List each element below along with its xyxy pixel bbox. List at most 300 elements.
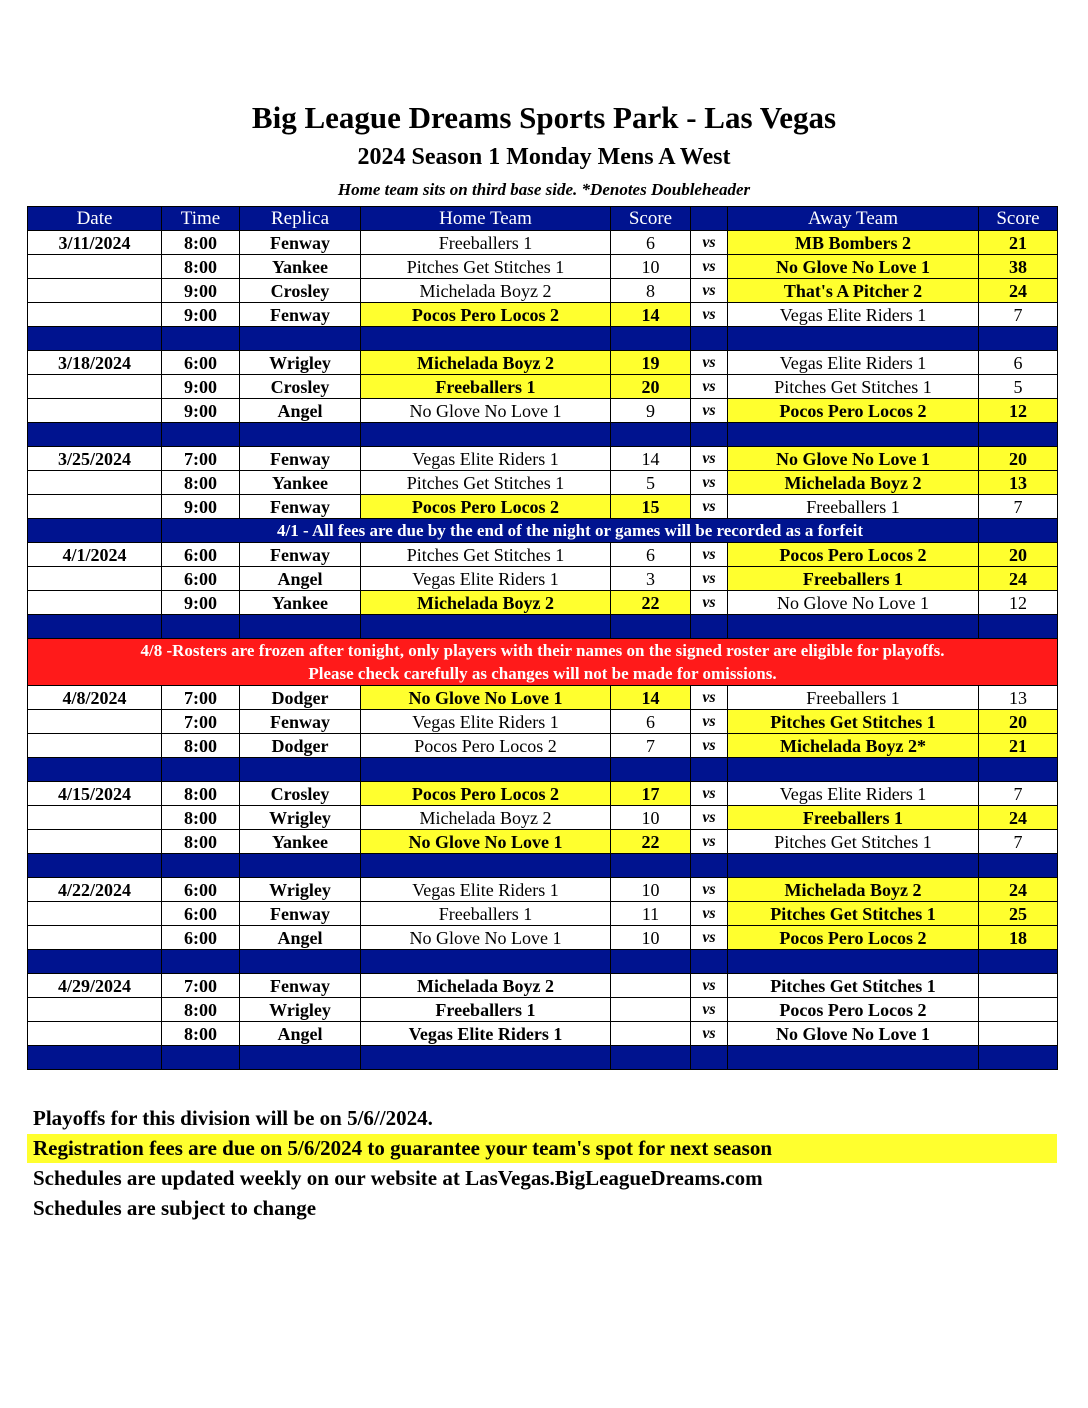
away-team: Vegas Elite Riders 1: [728, 782, 979, 806]
game-date: 4/8/2024: [28, 686, 162, 710]
separator-cell: [28, 519, 162, 543]
separator-cell: [979, 1046, 1058, 1070]
game-row: [28, 255, 1058, 279]
home-team: Vegas Elite Riders 1: [361, 878, 611, 902]
home-score: 15: [611, 495, 691, 519]
away-score: 7: [979, 830, 1058, 854]
vs-label: vs: [691, 495, 728, 519]
game-date: [28, 830, 162, 854]
away-score: 6: [979, 351, 1058, 375]
home-team: Pocos Pero Locos 2: [361, 782, 611, 806]
game-row: [28, 447, 1058, 471]
home-team: Vegas Elite Riders 1: [361, 447, 611, 471]
away-team: Pocos Pero Locos 2: [728, 926, 979, 950]
home-team: Michelada Boyz 2: [361, 591, 611, 615]
separator-cell: [611, 327, 691, 351]
week-separator: [28, 423, 1058, 447]
away-team: No Glove No Love 1: [728, 1022, 979, 1046]
game-date: [28, 998, 162, 1022]
home-team: No Glove No Love 1: [361, 830, 611, 854]
separator-cell: [28, 1046, 162, 1070]
home-score: 7: [611, 734, 691, 758]
table-header: [28, 207, 1058, 231]
away-team: Pitches Get Stitches 1: [728, 375, 979, 399]
home-team: Michelada Boyz 2: [361, 806, 611, 830]
separator-cell: [240, 1046, 361, 1070]
away-score: 7: [979, 782, 1058, 806]
home-team: Freeballers 1: [361, 902, 611, 926]
separator-cell: [28, 758, 162, 782]
vs-label: vs: [691, 351, 728, 375]
home-score: 17: [611, 782, 691, 806]
game-row: [28, 279, 1058, 303]
separator-cell: [979, 615, 1058, 639]
game-time: 9:00: [162, 375, 240, 399]
away-team: Michelada Boyz 2: [728, 471, 979, 495]
vs-label: vs: [691, 1022, 728, 1046]
away-team: Freeballers 1: [728, 495, 979, 519]
game-row: [28, 399, 1058, 423]
separator-cell: [691, 854, 728, 878]
header-time: Time: [162, 207, 240, 231]
game-replica: Yankee: [240, 471, 361, 495]
away-score: 21: [979, 734, 1058, 758]
game-row: [28, 231, 1058, 255]
separator-cell: [979, 519, 1058, 543]
separator-cell: [728, 854, 979, 878]
vs-label: vs: [691, 734, 728, 758]
away-score: 12: [979, 399, 1058, 423]
vs-label: vs: [691, 375, 728, 399]
separator-cell: [361, 615, 611, 639]
away-score: [979, 1022, 1058, 1046]
game-time: 7:00: [162, 447, 240, 471]
game-time: 6:00: [162, 543, 240, 567]
week-separator: [28, 615, 1058, 639]
separator-cell: [28, 854, 162, 878]
away-score: 24: [979, 806, 1058, 830]
home-score: [611, 998, 691, 1022]
home-score: 10: [611, 806, 691, 830]
away-team: Pitches Get Stitches 1: [728, 974, 979, 998]
header-home-team: Home Team: [361, 207, 611, 231]
vs-label: vs: [691, 231, 728, 255]
separator-cell: [240, 615, 361, 639]
separator-cell: [361, 1046, 611, 1070]
separator-cell: [611, 950, 691, 974]
separator-cell: [728, 758, 979, 782]
separator-cell: [240, 758, 361, 782]
home-team: Pitches Get Stitches 1: [361, 543, 611, 567]
game-replica: Angel: [240, 399, 361, 423]
week-separator: [28, 854, 1058, 878]
home-score: 14: [611, 303, 691, 327]
home-score: 6: [611, 710, 691, 734]
away-team: Pocos Pero Locos 2: [728, 399, 979, 423]
game-row: [28, 375, 1058, 399]
home-score: 3: [611, 567, 691, 591]
game-date: [28, 567, 162, 591]
game-row: [28, 686, 1058, 710]
home-score: 11: [611, 902, 691, 926]
playoffs-note: Playoffs for this division will be on 5/6//2024.: [33, 1106, 433, 1130]
schedule-table: [27, 206, 1058, 1070]
game-date: [28, 1022, 162, 1046]
separator-cell: [162, 615, 240, 639]
game-replica: Yankee: [240, 255, 361, 279]
game-time: 7:00: [162, 710, 240, 734]
separator-cell: [361, 950, 611, 974]
game-time: 6:00: [162, 878, 240, 902]
away-team: Freeballers 1: [728, 686, 979, 710]
away-team: No Glove No Love 1: [728, 591, 979, 615]
game-date: [28, 471, 162, 495]
away-score: 38: [979, 255, 1058, 279]
separator-cell: [691, 327, 728, 351]
away-team: That's A Pitcher 2: [728, 279, 979, 303]
game-date: [28, 495, 162, 519]
away-score: 21: [979, 231, 1058, 255]
home-team: Pocos Pero Locos 2: [361, 734, 611, 758]
home-score: 22: [611, 591, 691, 615]
week-separator: [28, 950, 1058, 974]
vs-label: vs: [691, 471, 728, 495]
game-date: [28, 399, 162, 423]
game-date: 4/1/2024: [28, 543, 162, 567]
game-date: [28, 710, 162, 734]
game-replica: Fenway: [240, 902, 361, 926]
roster-notice-row: [28, 639, 1058, 686]
home-team: Pocos Pero Locos 2: [361, 495, 611, 519]
game-date: 3/18/2024: [28, 351, 162, 375]
separator-cell: [611, 1046, 691, 1070]
website-note: Schedules are updated weekly on our website at LasVegas.BigLeagueDreams.com: [33, 1166, 763, 1190]
home-score: 10: [611, 926, 691, 950]
vs-label: vs: [691, 567, 728, 591]
roster-notice: [28, 639, 1058, 686]
home-score: 22: [611, 830, 691, 854]
separator-cell: [728, 423, 979, 447]
game-date: [28, 806, 162, 830]
vs-label: vs: [691, 998, 728, 1022]
home-team: Freeballers 1: [361, 231, 611, 255]
page-title: Big League Dreams Sports Park - Las Vegas: [251, 100, 837, 135]
vs-label: vs: [691, 830, 728, 854]
game-time: 8:00: [162, 806, 240, 830]
separator-cell: [240, 854, 361, 878]
separator-cell: [691, 1046, 728, 1070]
away-score: 20: [979, 710, 1058, 734]
home-team: Pocos Pero Locos 2: [361, 303, 611, 327]
separator-cell: [28, 950, 162, 974]
home-team: No Glove No Love 1: [361, 399, 611, 423]
separator-cell: [28, 615, 162, 639]
home-score: 14: [611, 447, 691, 471]
roster-notice-line: 4/8 -Rosters are frozen after tonight, only players with their names on the signed roster are eligible for playoffs.: [140, 641, 945, 660]
week-separator: [28, 327, 1058, 351]
game-replica: Wrigley: [240, 878, 361, 902]
separator-cell: [240, 950, 361, 974]
separator-cell: [240, 327, 361, 351]
separator-cell: [361, 854, 611, 878]
game-row: [28, 782, 1058, 806]
vs-label: vs: [691, 686, 728, 710]
game-date: 3/25/2024: [28, 447, 162, 471]
home-team: Pitches Get Stitches 1: [361, 471, 611, 495]
game-time: 6:00: [162, 351, 240, 375]
home-score: 20: [611, 375, 691, 399]
game-date: [28, 255, 162, 279]
game-replica: Yankee: [240, 830, 361, 854]
game-time: 6:00: [162, 926, 240, 950]
separator-cell: [361, 758, 611, 782]
game-date: 4/15/2024: [28, 782, 162, 806]
away-team: Pitches Get Stitches 1: [728, 902, 979, 926]
header-home-score: Score: [611, 207, 691, 231]
vs-label: vs: [691, 782, 728, 806]
vs-label: vs: [691, 255, 728, 279]
vs-label: vs: [691, 591, 728, 615]
home-team: No Glove No Love 1: [361, 926, 611, 950]
away-team: No Glove No Love 1: [728, 447, 979, 471]
game-replica: Angel: [240, 926, 361, 950]
game-replica: Wrigley: [240, 351, 361, 375]
game-replica: Fenway: [240, 974, 361, 998]
game-row: [28, 998, 1058, 1022]
separator-cell: [979, 423, 1058, 447]
separator-cell: [162, 854, 240, 878]
header-replica: Replica: [240, 207, 361, 231]
game-row: [28, 830, 1058, 854]
game-replica: Wrigley: [240, 806, 361, 830]
separator-cell: [611, 758, 691, 782]
separator-cell: [691, 423, 728, 447]
vs-label: vs: [691, 279, 728, 303]
away-team: Freeballers 1: [728, 806, 979, 830]
game-replica: Crosley: [240, 375, 361, 399]
away-team: No Glove No Love 1: [728, 255, 979, 279]
separator-cell: [728, 1046, 979, 1070]
header-away-team: Away Team: [728, 207, 979, 231]
header-away-score: Score: [979, 207, 1058, 231]
game-time: 9:00: [162, 495, 240, 519]
away-score: 20: [979, 543, 1058, 567]
away-team: MB Bombers 2: [728, 231, 979, 255]
game-date: [28, 734, 162, 758]
separator-cell: [162, 1046, 240, 1070]
game-row: [28, 974, 1058, 998]
home-team: No Glove No Love 1: [361, 686, 611, 710]
game-date: [28, 926, 162, 950]
fees-notice: 4/1 - All fees are due by the end of the night or games will be recorded as a forfeit: [162, 519, 979, 543]
vs-label: vs: [691, 926, 728, 950]
separator-cell: [728, 327, 979, 351]
game-row: [28, 806, 1058, 830]
home-score: 6: [611, 231, 691, 255]
roster-notice-line: Please check carefully as changes will not be made for omissions.: [308, 664, 777, 683]
home-team: Michelada Boyz 2: [361, 974, 611, 998]
game-replica: Angel: [240, 1022, 361, 1046]
game-row: [28, 878, 1058, 902]
away-score: 5: [979, 375, 1058, 399]
separator-cell: [611, 615, 691, 639]
game-replica: Fenway: [240, 495, 361, 519]
separator-cell: [28, 423, 162, 447]
home-team: Vegas Elite Riders 1: [361, 567, 611, 591]
game-date: [28, 591, 162, 615]
away-score: 13: [979, 686, 1058, 710]
separator-cell: [691, 615, 728, 639]
fees-notice-row: [28, 519, 1058, 543]
game-replica: Fenway: [240, 231, 361, 255]
game-date: 3/11/2024: [28, 231, 162, 255]
away-score: 20: [979, 447, 1058, 471]
separator-cell: [611, 854, 691, 878]
game-time: 8:00: [162, 998, 240, 1022]
game-date: 4/29/2024: [28, 974, 162, 998]
game-replica: Crosley: [240, 782, 361, 806]
home-score: 8: [611, 279, 691, 303]
game-row: [28, 902, 1058, 926]
game-row: [28, 734, 1058, 758]
game-time: 8:00: [162, 782, 240, 806]
vs-label: vs: [691, 543, 728, 567]
vs-label: vs: [691, 447, 728, 471]
separator-cell: [979, 758, 1058, 782]
game-time: 7:00: [162, 974, 240, 998]
game-row: [28, 471, 1058, 495]
separator-cell: [361, 423, 611, 447]
game-replica: Dodger: [240, 686, 361, 710]
away-score: 24: [979, 567, 1058, 591]
away-score: 24: [979, 279, 1058, 303]
vs-label: vs: [691, 878, 728, 902]
away-team: Michelada Boyz 2: [728, 878, 979, 902]
vs-label: vs: [691, 974, 728, 998]
game-time: 6:00: [162, 567, 240, 591]
away-score: 7: [979, 303, 1058, 327]
game-row: [28, 495, 1058, 519]
away-team: Vegas Elite Riders 1: [728, 351, 979, 375]
game-date: [28, 279, 162, 303]
home-score: 19: [611, 351, 691, 375]
separator-cell: [28, 327, 162, 351]
game-date: [28, 902, 162, 926]
game-row: [28, 926, 1058, 950]
home-score: 10: [611, 878, 691, 902]
away-team: Pocos Pero Locos 2: [728, 543, 979, 567]
page-subtitle: 2024 Season 1 Monday Mens A West: [357, 144, 731, 170]
home-team: Pitches Get Stitches 1: [361, 255, 611, 279]
game-row: [28, 303, 1058, 327]
game-replica: Dodger: [240, 734, 361, 758]
week-separator: [28, 758, 1058, 782]
away-score: [979, 974, 1058, 998]
game-row: [28, 1022, 1058, 1046]
week-separator: [28, 1046, 1058, 1070]
game-time: 8:00: [162, 255, 240, 279]
away-team: Freeballers 1: [728, 567, 979, 591]
header-date: Date: [28, 207, 162, 231]
game-date: [28, 375, 162, 399]
home-score: 10: [611, 255, 691, 279]
game-time: 8:00: [162, 231, 240, 255]
away-score: 24: [979, 878, 1058, 902]
game-time: 9:00: [162, 399, 240, 423]
separator-cell: [240, 423, 361, 447]
game-replica: Fenway: [240, 710, 361, 734]
game-replica: Wrigley: [240, 998, 361, 1022]
separator-cell: [979, 854, 1058, 878]
game-replica: Fenway: [240, 447, 361, 471]
schedule-body: [28, 231, 1058, 1070]
game-row: [28, 543, 1058, 567]
away-team: Vegas Elite Riders 1: [728, 303, 979, 327]
away-team: Michelada Boyz 2*: [728, 734, 979, 758]
game-time: 8:00: [162, 471, 240, 495]
registration-note: Registration fees are due on 5/6/2024 to guarantee your team's spot for next season: [27, 1134, 1057, 1163]
game-replica: Angel: [240, 567, 361, 591]
separator-cell: [162, 423, 240, 447]
vs-label: vs: [691, 710, 728, 734]
home-score: 6: [611, 543, 691, 567]
game-time: 7:00: [162, 686, 240, 710]
game-row: [28, 591, 1058, 615]
separator-cell: [162, 950, 240, 974]
home-score: 5: [611, 471, 691, 495]
game-replica: Fenway: [240, 303, 361, 327]
away-score: 18: [979, 926, 1058, 950]
separator-cell: [611, 423, 691, 447]
home-score: 14: [611, 686, 691, 710]
away-score: 7: [979, 495, 1058, 519]
game-time: 8:00: [162, 830, 240, 854]
separator-cell: [728, 950, 979, 974]
game-time: 8:00: [162, 734, 240, 758]
game-date: 4/22/2024: [28, 878, 162, 902]
vs-label: vs: [691, 806, 728, 830]
game-row: [28, 710, 1058, 734]
away-score: 12: [979, 591, 1058, 615]
game-replica: Fenway: [240, 543, 361, 567]
separator-cell: [162, 758, 240, 782]
away-team: Pitches Get Stitches 1: [728, 830, 979, 854]
away-team: Pocos Pero Locos 2: [728, 998, 979, 1022]
away-score: [979, 998, 1058, 1022]
game-time: 6:00: [162, 902, 240, 926]
game-time: 9:00: [162, 303, 240, 327]
vs-label: vs: [691, 303, 728, 327]
subject-note: Schedules are subject to change: [33, 1196, 317, 1220]
game-row: [28, 351, 1058, 375]
home-team: Freeballers 1: [361, 998, 611, 1022]
separator-cell: [361, 327, 611, 351]
game-time: 8:00: [162, 1022, 240, 1046]
vs-label: vs: [691, 399, 728, 423]
away-score: 25: [979, 902, 1058, 926]
home-team: Vegas Elite Riders 1: [361, 710, 611, 734]
game-date: [28, 303, 162, 327]
away-score: 13: [979, 471, 1058, 495]
home-team: Freeballers 1: [361, 375, 611, 399]
home-team: Michelada Boyz 2: [361, 279, 611, 303]
game-replica: Crosley: [240, 279, 361, 303]
separator-cell: [162, 327, 240, 351]
schedule-note: Home team sits on third base side. *Denotes Doubleheader: [337, 180, 751, 199]
home-team: Vegas Elite Riders 1: [361, 1022, 611, 1046]
separator-cell: [728, 615, 979, 639]
game-time: 9:00: [162, 279, 240, 303]
